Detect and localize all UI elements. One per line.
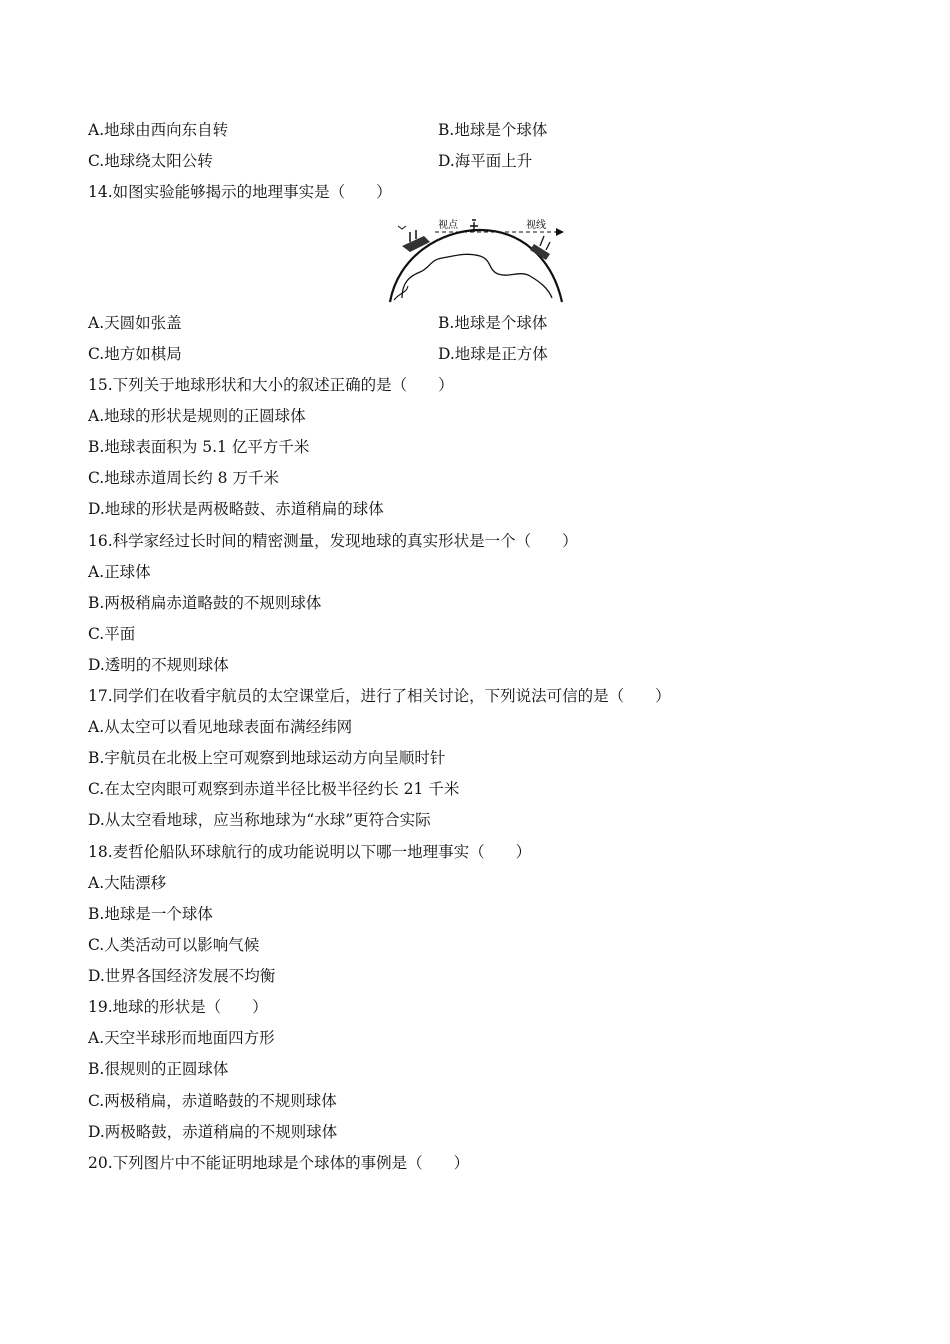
q13-option-c: C.地球绕太阳公转 — [88, 152, 213, 170]
q18-option-d: D.世界各国经济发展不均衡 — [88, 967, 276, 985]
q14-option-a: A.天圆如张盖 — [88, 314, 182, 332]
q15-option-d: D.地球的形状是两极略鼓、赤道稍扁的球体 — [88, 500, 384, 518]
q19-option-d: D.两极略鼓，赤道稍扁的不规则球体 — [88, 1123, 338, 1141]
q16-option-b: B.两极稍扁赤道略鼓的不规则球体 — [88, 594, 322, 612]
q17-option-c: C.在太空肉眼可观察到赤道半径比极半径约长 21 千米 — [88, 780, 460, 798]
q15-option-b: B.地球表面积为 5.1 亿平方千米 — [88, 438, 310, 456]
q17-option-d: D.从太空看地球，应当称地球为“水球”更符合实际 — [88, 811, 431, 829]
earth-curvature-figure — [380, 212, 570, 304]
q17-option-a: A.从太空可以看见地球表面布满经纬网 — [88, 718, 353, 736]
q18-option-a: A.大陆漂移 — [88, 874, 167, 892]
q18-stem: 18.麦哲伦船队环球航行的成功能说明以下哪一地理事实（ ） — [88, 843, 532, 861]
q15-option-a: A.地球的形状是规则的正圆球体 — [88, 407, 306, 425]
q13-option-a: A.地球由西向东自转 — [88, 121, 229, 139]
q16-stem: 16.科学家经过长时间的精密测量，发现地球的真实形状是一个（ ） — [88, 532, 578, 550]
sightline-label: 视线 — [526, 220, 546, 231]
q19-option-a: A.天空半球形而地面四方形 — [88, 1029, 275, 1047]
q13-option-b: B.地球是个球体 — [438, 121, 548, 139]
q16-option-c: C.平面 — [88, 625, 136, 643]
q19-stem: 19.地球的形状是（ ） — [88, 998, 268, 1016]
viewpoint-label: 视点 — [438, 220, 458, 231]
q15-option-c: C.地球赤道周长约 8 万千米 — [88, 469, 279, 487]
q14-option-b: B.地球是个球体 — [438, 314, 548, 332]
q16-option-a: A.正球体 — [88, 563, 151, 581]
q15-stem: 15.下列关于地球形状和大小的叙述正确的是（ ） — [88, 376, 454, 394]
q20-stem: 20.下列图片中不能证明地球是个球体的事例是（ ） — [88, 1154, 470, 1172]
q17-stem: 17.同学们在收看宇航员的太空课堂后，进行了相关讨论，下列说法可信的是（ ） — [88, 687, 671, 705]
q19-option-b: B.很规则的正圆球体 — [88, 1060, 229, 1078]
q19-option-c: C.两极稍扁，赤道略鼓的不规则球体 — [88, 1092, 337, 1110]
ship-right-mast-icon — [540, 236, 550, 250]
q14-stem: 14.如图实验能够揭示的地理事实是（ ） — [88, 183, 392, 201]
q18-option-c: C.人类活动可以影响气候 — [88, 936, 260, 954]
q17-option-b: B.宇航员在北极上空可观察到地球运动方向呈顺时针 — [88, 749, 446, 767]
coastline-left — [394, 286, 408, 300]
q14-option-d: D.地球是正方体 — [438, 345, 548, 363]
bird-icon — [398, 226, 406, 229]
q16-option-d: D.透明的不规则球体 — [88, 656, 229, 674]
coastline-curve — [402, 254, 552, 298]
sight-line-arrow — [556, 228, 564, 236]
q13-option-d: D.海平面上升 — [438, 152, 533, 170]
q14-option-c: C.地方如棋局 — [88, 345, 182, 363]
q18-option-b: B.地球是一个球体 — [88, 905, 213, 923]
